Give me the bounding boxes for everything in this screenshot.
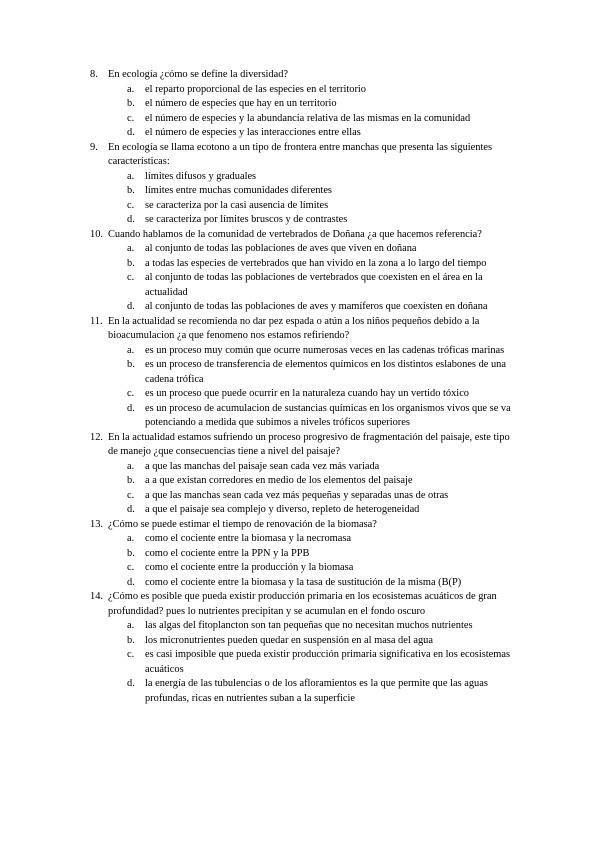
option-letter: a. — [127, 460, 135, 472]
option-text: a a que existan corredores en medio de los elementos del paisaje — [145, 475, 413, 486]
option-text: al conjunto de todas las poblaciones de aves y mamíferos que coexisten en doñana — [145, 301, 488, 312]
answer-option — [0, 387, 600, 402]
answer-option — [0, 677, 600, 706]
answer-option — [0, 83, 600, 98]
answer-option — [0, 634, 600, 649]
quiz-document — [0, 68, 600, 706]
answer-option — [0, 576, 600, 591]
question — [0, 518, 600, 533]
option-text: límites entre muchas comunidades diferentes — [145, 185, 332, 196]
option-text: como el cociente entre la biomasa y la necromasa — [145, 533, 351, 544]
question-number: 10. — [90, 228, 103, 240]
option-text: es un proceso de transferencia de elementos químicos en los distintos eslabones de una cadena trófica — [145, 359, 506, 385]
option-text: el número de especies y la abundancia relativa de las mismas en la comunidad — [145, 112, 471, 124]
option-letter: c. — [127, 649, 135, 660]
answer-option — [0, 199, 600, 214]
option-text: las algas del fitoplancton son tan pequeñas que no necesitan muchos nutrientes — [145, 620, 473, 631]
option-letter: c. — [127, 272, 135, 283]
answer-option — [0, 474, 600, 489]
question — [0, 141, 600, 170]
answer-option — [0, 97, 600, 112]
answer-option — [0, 300, 600, 315]
option-letter: a. — [127, 170, 135, 182]
option-text: la energía de las tubulencias o de los afloramientos es la que permite que las aguas profundas, ricas en nutrientes suban a la superficie — [145, 678, 488, 704]
question-number: 13. — [90, 518, 103, 530]
option-letter: c. — [127, 388, 135, 399]
option-letter: d. — [127, 214, 135, 225]
option-text: a que el paisaje sea complejo y diverso, repleto de heterogeneidad — [145, 504, 420, 515]
question-number: 9. — [90, 141, 98, 153]
answer-option — [0, 358, 600, 387]
option-letter: a. — [127, 344, 135, 356]
option-text: límites difusos y graduales — [145, 170, 257, 182]
question — [0, 228, 600, 243]
answer-option — [0, 503, 600, 518]
option-letter: a. — [127, 83, 135, 95]
answer-option — [0, 271, 600, 300]
question-text: En la actualidad estamos sufriendo un proceso progresivo de fragmentación del paisaje, este tipo de manejo ¿que consecuencias tiene a nivel del paisaje? — [108, 431, 510, 457]
answer-option — [0, 170, 600, 185]
answer-option — [0, 561, 600, 576]
question-text: En ecología ¿cómo se define la diversidad? — [108, 69, 289, 80]
option-letter: a. — [127, 620, 135, 631]
option-letter: b. — [127, 257, 135, 269]
answer-option — [0, 547, 600, 562]
option-letter: b. — [127, 185, 135, 196]
option-letter: d. — [127, 678, 135, 689]
answer-option — [0, 648, 600, 677]
question-text: Cuando hablamos de la comunidad de vertebrados de Doñana ¿a que hacemos referencia? — [108, 228, 482, 240]
question-number: 8. — [90, 69, 98, 80]
option-text: a todas las especies de vertebrados que han vivido en la zona a lo largo del tiempo — [145, 257, 487, 269]
option-letter: a. — [127, 243, 135, 254]
option-text: como el cociente entre la PPN y la PPB — [145, 547, 310, 559]
option-text: es un proceso que puede ocurrir en la naturaleza cuando hay un vertido tóxico — [145, 388, 470, 399]
option-letter: d. — [127, 301, 135, 312]
question — [0, 431, 600, 460]
answer-option — [0, 619, 600, 634]
question-text: En ecología se llama ecotono a un tipo de frontera entre manchas que presenta las siguientes características: — [108, 141, 493, 167]
option-text: a que las manchas del paisaje sean cada vez más variada — [145, 460, 380, 472]
answer-option — [0, 213, 600, 228]
option-letter: c. — [127, 562, 135, 573]
answer-option — [0, 532, 600, 547]
question — [0, 590, 600, 619]
option-letter: d. — [127, 576, 135, 588]
question-text: ¿Cómo es posible que pueda existir producción primaria en los ecosistemas acuáticos de gran profundidad? pues lo nutrientes precipitan y se acumulan en el fondo oscuro — [108, 591, 497, 617]
option-text: al conjunto de todas las poblaciones de vertebrados que coexisten en el área en la actualidad — [145, 272, 483, 298]
answer-option — [0, 184, 600, 199]
question — [0, 315, 600, 344]
answer-option — [0, 344, 600, 359]
option-letter: b. — [127, 475, 135, 486]
option-letter: d. — [127, 504, 135, 515]
option-text: el reparto proporcional de las especies en el territorio — [145, 83, 366, 95]
option-letter: a. — [127, 533, 135, 544]
option-letter: c. — [127, 112, 135, 124]
option-letter: c. — [127, 199, 135, 211]
answer-option — [0, 126, 600, 141]
option-text: es un proceso de acumulacion de sustancias químicas en los organismos vivos que se va potenciando a medida que subimos a niveles tróficos superiores — [145, 402, 511, 428]
option-text: como el cociente entre la biomasa y la tasa de sustitución de la misma (B(P) — [145, 576, 462, 588]
option-text: es un proceso muy común que ocurre numerosas veces en las cadenas tróficas marinas — [145, 344, 505, 356]
option-text: se caracteriza por la casi ausencia de límites — [145, 199, 329, 211]
question — [0, 68, 600, 83]
answer-option — [0, 489, 600, 504]
option-text: los micronutrientes pueden quedar en suspensión en al masa del agua — [145, 634, 433, 646]
option-letter: b. — [127, 98, 135, 109]
option-text: como el cociente entre la producción y la biomasa — [145, 562, 354, 573]
option-text: es casi imposible que pueda existir producción primaria significativa en los ecosistemas acuáticos — [145, 649, 511, 675]
answer-option — [0, 402, 600, 431]
question-text: En la actualidad se recomienda no dar pez espada o atún a los niños pequeños debido a la bioacumulacion ¿a que fenomeno nos estamos refiriendo? — [108, 315, 480, 341]
option-letter: d. — [127, 402, 135, 414]
option-letter: b. — [127, 547, 135, 559]
option-letter: d. — [127, 127, 135, 138]
answer-option — [0, 112, 600, 127]
question-number: 12. — [90, 431, 103, 443]
option-letter: b. — [127, 634, 135, 646]
answer-option — [0, 460, 600, 475]
option-text: al conjunto de todas las poblaciones de aves que viven en doñana — [145, 243, 417, 254]
answer-option — [0, 242, 600, 257]
option-text: el número de especies que hay en un territorio — [145, 98, 337, 109]
question-text: ¿Cómo se puede estimar el tiempo de renovación de la biomasa? — [108, 518, 377, 530]
option-text: el número de especies y las interacciones entre ellas — [145, 127, 361, 138]
answer-option — [0, 257, 600, 272]
option-text: se caracteriza por límites bruscos y de contrastes — [145, 214, 348, 225]
question-number: 11. — [90, 315, 103, 327]
option-letter: c. — [127, 489, 135, 501]
option-letter: b. — [127, 359, 135, 370]
option-text: a que las manchas sean cada vez más pequeñas y separadas unas de otras — [145, 489, 449, 501]
question-number: 14. — [90, 591, 103, 602]
